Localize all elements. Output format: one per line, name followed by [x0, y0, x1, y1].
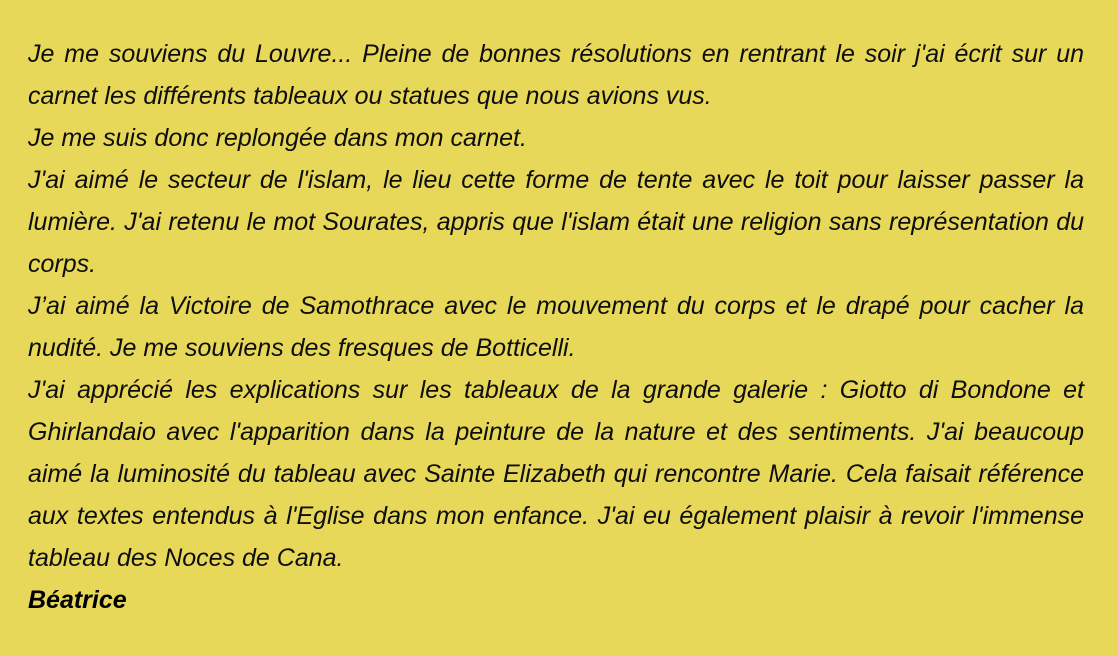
paragraph-carnet: Je me suis donc replongée dans mon carnet. [28, 124, 527, 152]
signature: Béatrice [28, 586, 127, 614]
paragraph-samothrace: J’ai aimé la Victoire de Samothrace avec le mouvement du corps et le drapé pour cacher la nudité. Je me souviens des fresques de Botticelli. [28, 292, 1084, 362]
paragraph-louvre: Je me souviens du Louvre... Pleine de bonnes résolutions en rentrant le soir j'ai écrit sur un carnet les différents tableaux ou statues que nous avions vus. [28, 40, 1084, 110]
letter-body [28, 33, 1084, 579]
paragraph-islam: J'ai aimé le secteur de l'islam, le lieu cette forme de tente avec le toit pour laisser passer la lumière. J'ai retenu le mot Sourates, appris que l'islam était une religion sans représentation du corps. [28, 166, 1084, 278]
paragraph-grande-galerie: J'ai apprécié les explications sur les tableaux de la grande galerie : Giotto di Bondone et Ghirlandaio avec l'apparition dans la peinture de la nature et des sentiments. J'ai beaucoup aimé la luminosité du tableau avec Sainte Elizabeth qui rencontre Marie. Cela faisait référence aux textes entendus à l'Eglise dans mon enfance. J'ai eu également plaisir à revoir l'immense tableau des Noces de Cana. [28, 376, 1084, 572]
